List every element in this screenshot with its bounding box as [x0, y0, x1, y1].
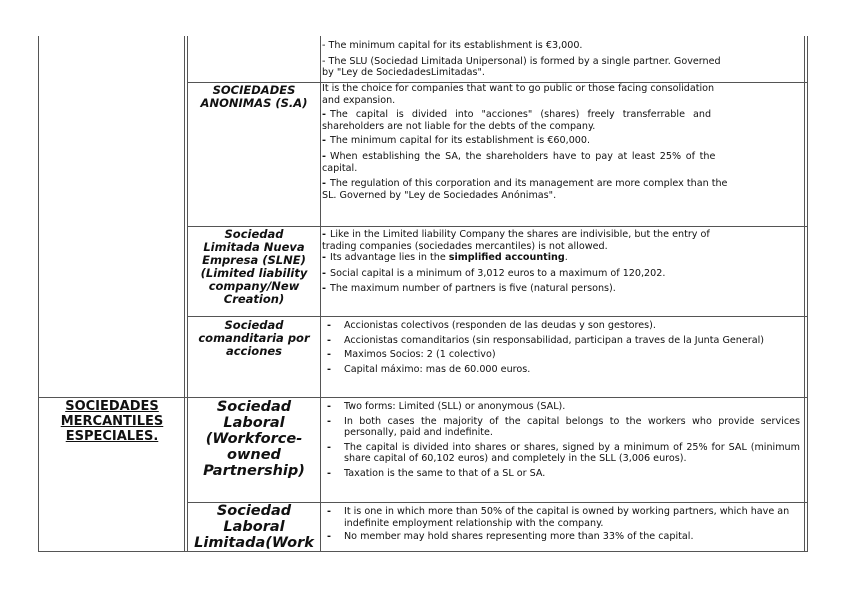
top-row-description: [322, 40, 800, 79]
text-line: Social capital is a minimum of 3,012 euros to a maximum of 120,202.: [329, 267, 666, 279]
sl-title-line: Laboral: [223, 415, 285, 431]
slne-title-line: Creation): [223, 292, 285, 306]
bullet-dash: -: [322, 252, 326, 264]
sl-title-line: owned: [227, 447, 281, 463]
bullet-dash: -: [322, 178, 326, 190]
category-line: ESPECIALES.: [65, 429, 159, 444]
list-item: [322, 442, 800, 465]
list-item-text: In both cases the majority of the capital belongs to the workers who provide services personally, paid and indefinite.: [344, 415, 800, 439]
table-border-left: [38, 36, 39, 551]
text-line: capital.: [322, 162, 358, 174]
text-line: It is the choice for companies that want to go public or those facing consolidation: [322, 83, 715, 94]
text-line: The capital is divided into "acciones" (shares) freely transferrable and: [329, 109, 712, 121]
list-item: [322, 416, 800, 439]
slne-title-line: Sociedad: [224, 227, 284, 241]
slne-description: [322, 229, 800, 295]
text-line: Its advantage lies in the: [329, 252, 449, 264]
sa-title: [189, 84, 319, 110]
sociedad-laboral-title: [189, 399, 319, 479]
text-line: The maximum number of partners is five (natural persons).: [329, 283, 616, 295]
list-item-text: Two forms: Limited (SLL) or anonymous (SAL).: [344, 401, 566, 412]
table-border-bottom: [38, 551, 808, 552]
list-item-text: Maximos Socios: 2 (1 colectivo): [344, 349, 496, 361]
paragraph: [322, 268, 800, 280]
sca-title-line: Sociedad: [224, 318, 284, 332]
sl-title-line: (Workforce-: [205, 431, 303, 447]
paragraph: [322, 252, 800, 264]
sociedad-laboral-description: [322, 401, 800, 480]
sll-title-line: Laboral: [223, 519, 285, 535]
text-line: The regulation of this corporation and its management are more complex than the: [329, 178, 728, 190]
sll-title-line: Sociedad: [216, 503, 292, 519]
list-item-text: The capital is divided into shares or shares, signed by a minimum of 25% for SAL (minimum share capital of 60,102 euros) and completely in the SLL (3,006 euros).: [344, 441, 800, 465]
bullet-dash: -: [327, 320, 331, 331]
bullet-dash: -: [322, 135, 326, 147]
list-item: [322, 506, 800, 529]
sl-title-line: Sociedad: [216, 399, 292, 415]
list-item-text: Accionistas comanditarios (sin responsabilidad, participan a traves de la Junta General): [344, 334, 765, 346]
list-item: [322, 320, 800, 332]
text-line: and expansion.: [322, 94, 396, 106]
list-item: [322, 349, 800, 361]
sca-title-line: comanditaria por: [198, 331, 310, 345]
bullet-dash: -: [327, 531, 331, 543]
table-border-right-b: [807, 36, 808, 551]
paragraph: [322, 135, 800, 147]
bullet-dash: -: [327, 467, 331, 479]
sca-title-line: acciones: [225, 344, 283, 358]
bullet-dash: -: [327, 415, 331, 427]
row-divider-especiales: [38, 397, 808, 398]
bullet-dash: -: [322, 283, 326, 295]
text-line: Like in the Limited liability Company the shares are indivisible, but the entry of: [329, 229, 710, 240]
text-line: The minimum capital for its establishment is €60,000.: [329, 135, 591, 147]
slne-title-line: Empresa (SLNE): [202, 253, 306, 267]
bullet-dash: -: [327, 441, 331, 453]
table-border-col2: [320, 36, 321, 551]
bullet-dash: -: [322, 267, 326, 279]
bullet-dash: -: [327, 401, 331, 412]
slne-title-line: company/New: [208, 279, 300, 293]
bullet-dash: -: [327, 334, 331, 346]
list-item: [322, 401, 800, 413]
text-line: - The SLU (Sociedad Limitada Unipersonal) is formed by a single partner. Governed: [322, 55, 721, 67]
text-line: shareholders are not liable for the debts of the company.: [322, 120, 596, 132]
paragraph: [322, 109, 800, 121]
category-especiales: [40, 399, 184, 444]
sa-description: [322, 83, 800, 201]
bold-text: simplified accounting: [448, 252, 565, 264]
text-line: When establishing the SA, the shareholders have to pay at least 25% of the: [329, 150, 716, 162]
sa-title-line: ANONIMAS (S.A): [200, 96, 308, 110]
table-border-col1b: [187, 36, 188, 551]
row-divider-sca: [187, 316, 808, 317]
list-item-text: No member may hold shares representing more than 33% of the capital.: [344, 531, 694, 543]
sociedad-laboral-limitada-description: [322, 506, 800, 543]
category-line: SOCIEDADES: [65, 399, 159, 414]
list-item: [322, 468, 800, 480]
paragraph: [322, 283, 800, 295]
sca-description: [322, 320, 800, 375]
bullet-dash: -: [322, 109, 326, 121]
table-border-right: [804, 36, 805, 551]
text-line: - The minimum capital for its establishment is €3,000.: [322, 40, 583, 51]
category-line: MERCANTILES: [60, 414, 164, 429]
bullet-dash: -: [322, 150, 326, 162]
sll-title-line: Limitada(Work: [194, 535, 314, 551]
list-item: [322, 531, 800, 543]
list-item: [322, 364, 800, 376]
list-item-text: Capital máximo: mas de 60.000 euros.: [344, 363, 531, 375]
bullet-dash: -: [327, 363, 331, 375]
slne-title: [189, 228, 319, 306]
paragraph: [322, 229, 800, 241]
sl-title-line: Partnership): [203, 463, 305, 479]
list-item-text: Accionistas colectivos (responden de las deudas y son gestores).: [344, 320, 656, 331]
bullet-dash: -: [327, 506, 331, 517]
bullet-dash: -: [322, 229, 326, 240]
list-item: [322, 335, 800, 347]
text-line: .: [564, 252, 568, 264]
list-item-text: Taxation is the same to that of a SL or SA.: [344, 467, 546, 479]
list-item-text: It is one in which more than 50% of the capital is owned by working partners, which have an indefinite employment relationship with the company.: [344, 506, 790, 529]
sca-title: [189, 319, 319, 358]
paragraph: [322, 178, 800, 190]
slne-title-line: Limitada Nueva: [203, 240, 305, 254]
sociedad-laboral-limitada-title: [189, 503, 319, 551]
sa-title-line: SOCIEDADES: [212, 83, 296, 97]
paragraph: [322, 151, 800, 163]
text-line: by "Ley de SociedadesLimitadas".: [322, 67, 485, 79]
table-border-col1: [184, 36, 185, 551]
text-line: SL. Governed by "Ley de Sociedades Anónimas".: [322, 189, 557, 201]
slne-title-line: (Limited liability: [200, 266, 308, 280]
text-line: trading companies (sociedades mercantiles) is not allowed.: [322, 240, 608, 252]
bullet-dash: -: [327, 349, 331, 361]
